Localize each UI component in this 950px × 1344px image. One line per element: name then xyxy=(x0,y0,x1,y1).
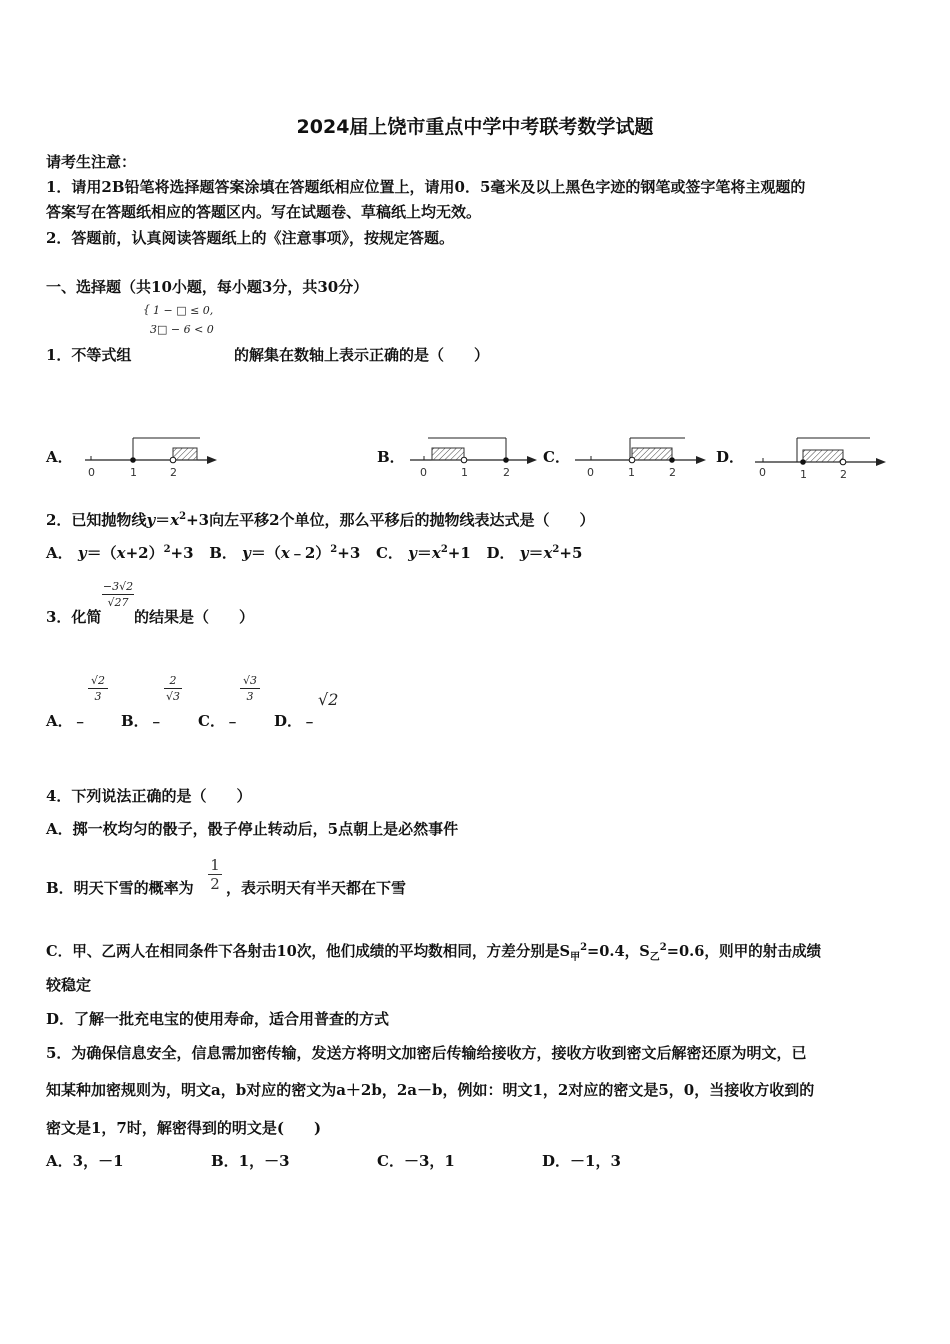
numerator: 2 xyxy=(169,674,177,687)
q3-option-c-fraction xyxy=(240,674,260,703)
q2-option-c-expr: +1 xyxy=(447,544,471,562)
hatched-region xyxy=(803,450,843,462)
q1-stem-start: 1．不等式组 xyxy=(46,346,132,364)
q2-stem-end: +3向左平移2个单位，那么平移后的抛物线表达式是（ ） xyxy=(186,511,595,529)
q5-option-a: A．3，－1 xyxy=(46,1152,124,1170)
q5-line-2: 知某种加密规则为，明文a，b对应的密文为a＋2b，2a－b，例如：明文1，2对应的密文是5，0，当接收方收到的 xyxy=(46,1081,815,1099)
tick-label: 1 xyxy=(130,466,137,479)
axis-arrow xyxy=(876,458,886,466)
hatched-region xyxy=(632,448,672,460)
q5-option-c: C．－3，1 xyxy=(377,1152,455,1170)
q1-option-a-number-line xyxy=(85,432,220,480)
section-heading: 一、选择题（共10小题，每小题3分，共30分） xyxy=(46,278,369,296)
tick-label: 2 xyxy=(503,466,510,479)
q2-option-a-exp: 2 xyxy=(163,544,171,555)
fraction-bar xyxy=(240,688,260,689)
q2-option-b-expr: ＝（ xyxy=(250,544,281,562)
tick-label: 0 xyxy=(759,466,766,479)
q5-option-d: D．－1，3 xyxy=(542,1152,621,1170)
tick-label: 0 xyxy=(420,466,427,479)
denominator: 2 xyxy=(210,875,220,893)
q2-option-c-label: C． xyxy=(375,544,403,562)
option-label: D． xyxy=(274,712,303,730)
q2-option-c-y: y xyxy=(408,544,417,562)
q4-option-b-fraction xyxy=(208,856,222,893)
q1-option-b-number-line xyxy=(410,432,540,480)
q4-option-c-text: =0.4，S xyxy=(587,942,650,960)
q3-fraction-numerator: −3√2 xyxy=(102,580,134,593)
q1-option-c-label: C． xyxy=(543,448,570,466)
tick-label: 2 xyxy=(170,466,177,479)
q3-option-d-root: √2 xyxy=(318,690,339,709)
q2-option-d-eq: ＝ xyxy=(528,544,544,562)
option-sign: ﹣ xyxy=(302,712,318,730)
q2-option-a-expr: +3 xyxy=(170,544,194,562)
q3-fraction xyxy=(102,580,134,609)
solid-dot xyxy=(503,457,509,463)
notice-line-1: 1．请用2B铅笔将选择题答案涂填在答题纸相应位置上，请用0．5毫米及以上黑色字迹的钢笔或签字笔将主观题的 xyxy=(46,178,806,196)
q2-option-b-expr: ﹣2） xyxy=(289,544,331,562)
q3-option-d xyxy=(274,711,317,731)
q4-option-c-sub: 乙 xyxy=(649,951,660,963)
q3-option-b xyxy=(121,711,164,731)
q2-option-c-x: x xyxy=(431,544,441,562)
tick-label: 0 xyxy=(587,466,594,479)
q3-option-c xyxy=(198,711,240,731)
q1-inequality-brace: { xyxy=(143,303,150,316)
q2-stem-start: 2．已知抛物线 xyxy=(46,511,147,529)
axis-arrow xyxy=(527,456,537,464)
q4-option-d: D．了解一批充电宝的使用寿命，适合用普查的方式 xyxy=(46,1010,390,1028)
q2-option-c-exp: 2 xyxy=(440,544,448,555)
q1-option-b-label: B． xyxy=(377,448,405,466)
tick-label: 0 xyxy=(88,466,95,479)
numerator: √2 xyxy=(90,674,105,687)
q2-option-b-y: y xyxy=(242,544,251,562)
q1-stem-end: 的解集在数轴上表示正确的是（ ） xyxy=(234,346,490,364)
q2-option-c-eq: ＝ xyxy=(416,544,432,562)
q4-option-c-line2: 较稳定 xyxy=(46,976,92,994)
option-sign: ﹣ xyxy=(148,712,164,730)
q2-option-a-y: y xyxy=(77,544,87,562)
q4-option-c-text: C．甲、乙两人在相同条件下各射击10次，他们成绩的平均数相同，方差分别是S xyxy=(46,942,571,960)
option-label: C． xyxy=(198,712,225,730)
q5-line-3: 密文是1，7时，解密得到的明文是( ) xyxy=(46,1119,322,1137)
q1-inequality-1: 1 − □ ≤ 0, xyxy=(153,304,214,317)
q3-option-a-fraction xyxy=(88,674,108,703)
q2-option-d-exp: 2 xyxy=(552,544,560,555)
open-dot xyxy=(840,459,846,465)
q2-option-b-expr: +3 xyxy=(337,544,361,562)
q5-option-b: B．1，－3 xyxy=(211,1152,290,1170)
q2-option-b-x: x xyxy=(280,544,290,562)
numerator: 1 xyxy=(210,856,220,874)
q3-option-a xyxy=(46,711,88,731)
q1-option-d-label: D． xyxy=(716,448,745,466)
tick-label: 1 xyxy=(461,466,468,479)
q2-equals: ＝ xyxy=(155,511,171,529)
q3-fraction-denominator: √27 xyxy=(107,596,129,609)
q2-option-d-expr: +5 xyxy=(559,544,583,562)
q2-option-a-x: x xyxy=(116,544,126,562)
q4-option-c-sup: 2 xyxy=(659,942,667,953)
q2-option-b-exp: 2 xyxy=(330,544,338,555)
notice-line-3: 2．答题前，认真阅读答题纸上的《注意事项》，按规定答题。 xyxy=(46,229,454,247)
q1-option-d-number-line xyxy=(755,432,890,480)
q2-options xyxy=(46,540,582,563)
q2-option-d-label: D． xyxy=(486,544,515,562)
denominator: 3 xyxy=(94,690,102,703)
q2-stem xyxy=(46,507,595,530)
q3-option-b-fraction xyxy=(164,674,182,703)
q1-option-a-label: A． xyxy=(46,448,73,466)
q4-option-c-text: =0.6，则甲的射击成绩 xyxy=(666,942,822,960)
q4-option-b-start: B．明天下雪的概率为 xyxy=(46,879,194,897)
q5-line-1: 5．为确保信息安全，信息需加密传输，发送方将明文加密后传输给接收方，接收方收到密文后解密还原为明文，已 xyxy=(46,1044,807,1062)
q3-stem-end: 的结果是（ ） xyxy=(134,608,255,626)
option-sign: ﹣ xyxy=(224,712,240,730)
fraction-bar xyxy=(102,594,134,595)
option-label: B． xyxy=(121,712,149,730)
q1-option-c-number-line xyxy=(575,432,710,480)
q2-option-d-y: y xyxy=(519,544,529,562)
q4-option-b-end: ，表示明天有半天都在下雪 xyxy=(226,879,407,897)
open-dot xyxy=(629,457,635,463)
tick-label: 1 xyxy=(628,466,635,479)
q2-var-y: y xyxy=(146,511,156,529)
q2-option-d-x: x xyxy=(543,544,553,562)
q2-exponent: 2 xyxy=(179,511,187,522)
q3-stem-start: 3．化简 xyxy=(46,608,102,626)
q4-stem: 4．下列说法正确的是（ ） xyxy=(46,787,252,805)
option-label: A． xyxy=(46,712,73,730)
q1-inequality-2: 3□ − 6 < 0 xyxy=(150,323,214,336)
solid-dot xyxy=(800,459,806,465)
page-title: 2024届上饶市重点中学中考联考数学试题 xyxy=(296,116,654,138)
fraction-bar xyxy=(164,688,182,689)
axis-arrow xyxy=(696,456,706,464)
q4-option-c xyxy=(46,938,821,968)
axis-arrow xyxy=(207,456,217,464)
open-dot xyxy=(461,457,467,463)
tick-label: 2 xyxy=(840,468,847,481)
q2-option-a-expr: ＝（ xyxy=(86,544,117,562)
hatched-region xyxy=(173,448,197,460)
open-dot xyxy=(170,457,176,463)
notice-heading: 请考生注意： xyxy=(46,153,137,171)
q4-option-c-sub: 甲 xyxy=(570,951,581,963)
q2-option-a-expr: +2） xyxy=(125,544,164,562)
notice-line-2: 答案写在答题纸相应的答题区内。写在试题卷、草稿纸上均无效。 xyxy=(46,203,482,221)
q2-option-a-label: A． xyxy=(46,544,73,562)
solid-dot xyxy=(130,457,136,463)
q4-option-c-sup: 2 xyxy=(580,942,588,953)
tick-label: 2 xyxy=(669,466,676,479)
numerator: √3 xyxy=(242,674,257,687)
q2-option-b-label: B． xyxy=(209,544,237,562)
tick-label: 1 xyxy=(800,468,807,481)
solid-dot xyxy=(669,457,675,463)
denominator: √3 xyxy=(165,690,180,703)
q4-option-a: A．掷一枚均匀的骰子，骰子停止转动后，5点朝上是必然事件 xyxy=(46,820,459,838)
q2-var-x: x xyxy=(170,511,180,529)
option-sign: ﹣ xyxy=(72,712,88,730)
denominator: 3 xyxy=(246,690,254,703)
hatched-region xyxy=(432,448,464,460)
fraction-bar xyxy=(88,688,108,689)
